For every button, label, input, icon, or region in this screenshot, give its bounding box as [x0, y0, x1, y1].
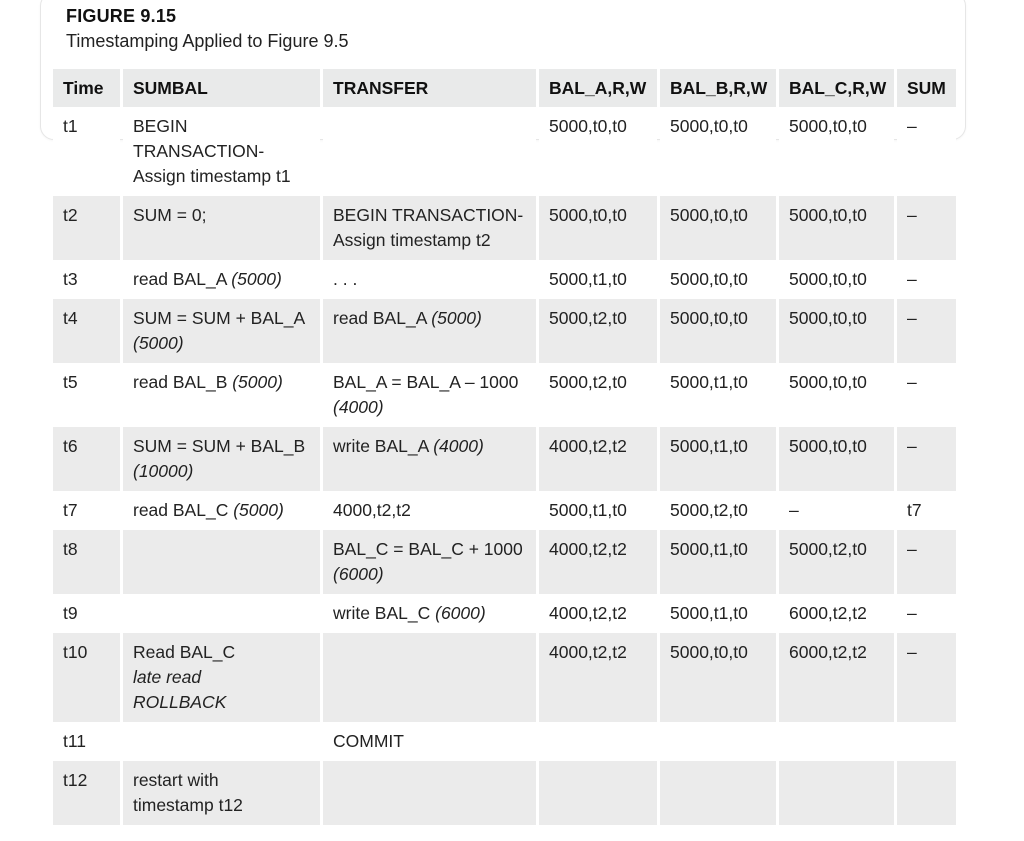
cell-time: t1: [53, 107, 120, 196]
cell-sum: t7: [897, 491, 956, 530]
cell-transfer: [323, 299, 536, 363]
cell-bal-c: –: [779, 491, 894, 530]
cell-text: write BAL_A: [333, 436, 434, 456]
cell-bal-a: [539, 761, 657, 825]
cell-line: [133, 331, 314, 356]
cell-value-note: (4000): [433, 436, 484, 456]
table-row: [53, 363, 956, 427]
cell-text: restart with: [133, 770, 219, 790]
cell-bal-c: 5000,t2,t0: [779, 530, 894, 594]
cell-text: write BAL_C: [333, 603, 436, 623]
cell-text: SUM = SUM + BAL_B: [133, 436, 306, 456]
cell-line: [333, 562, 530, 587]
cell-text: read BAL_C: [133, 500, 234, 520]
cell-line: [333, 203, 530, 228]
table-row: [53, 107, 956, 196]
cell-bal-a: 5000,t1,t0: [539, 260, 657, 299]
table-row: [53, 594, 956, 633]
cell-bal-a: 4000,t2,t2: [539, 530, 657, 594]
cell-bal-a: 5000,t1,t0: [539, 491, 657, 530]
cell-bal-a: 5000,t0,t0: [539, 196, 657, 260]
cell-sum: [897, 761, 956, 825]
cell-sumbal: [123, 530, 320, 594]
cell-sumbal: [123, 427, 320, 491]
cell-text: late read: [133, 667, 202, 687]
cell-line: [133, 665, 314, 690]
cell-bal-c: 5000,t0,t0: [779, 363, 894, 427]
cell-text: timestamp t12: [133, 795, 243, 815]
cell-text: read BAL_A: [133, 269, 232, 289]
cell-transfer: [323, 363, 536, 427]
cell-time: t6: [53, 427, 120, 491]
cell-time: t4: [53, 299, 120, 363]
cell-text: BAL_A = BAL_A – 1000: [333, 372, 519, 392]
cell-text: (4000): [333, 397, 384, 417]
cell-transfer: [323, 722, 536, 761]
cell-line: [133, 370, 314, 395]
cell-text: SUM = 0;: [133, 205, 207, 225]
cell-sum: –: [897, 633, 956, 722]
cell-bal-b: 5000,t0,t0: [660, 299, 776, 363]
cell-line: [133, 203, 314, 228]
cell-transfer: [323, 196, 536, 260]
cell-bal-a: 5000,t2,t0: [539, 299, 657, 363]
cell-bal-a: 5000,t0,t0: [539, 107, 657, 196]
cell-text: read BAL_A: [333, 308, 432, 328]
cell-line: [133, 267, 314, 292]
cell-line: [333, 306, 530, 331]
cell-bal-c: [779, 761, 894, 825]
cell-transfer: [323, 427, 536, 491]
cell-sum: –: [897, 196, 956, 260]
cell-bal-a: 4000,t2,t2: [539, 594, 657, 633]
cell-sumbal: [123, 260, 320, 299]
cell-line: [333, 370, 530, 395]
cell-sumbal: [123, 761, 320, 825]
cell-bal-c: 5000,t0,t0: [779, 260, 894, 299]
cell-time: t8: [53, 530, 120, 594]
cell-time: t12: [53, 761, 120, 825]
cell-bal-c: 6000,t2,t2: [779, 633, 894, 722]
cell-sum: –: [897, 427, 956, 491]
cell-bal-c: [779, 722, 894, 761]
timestamp-table: [50, 69, 959, 825]
cell-text: read BAL_B: [133, 372, 233, 392]
cell-bal-b: [660, 761, 776, 825]
cell-time: t7: [53, 491, 120, 530]
cell-time: t10: [53, 633, 120, 722]
cell-text: BAL_C = BAL_C + 1000: [333, 539, 523, 559]
cell-sum: –: [897, 299, 956, 363]
header-time: Time: [53, 69, 120, 107]
cell-bal-a: 4000,t2,t2: [539, 427, 657, 491]
cell-time: t5: [53, 363, 120, 427]
cell-time: t3: [53, 260, 120, 299]
cell-text: Read BAL_C: [133, 642, 236, 662]
table-row: [53, 722, 956, 761]
cell-sumbal: [123, 491, 320, 530]
cell-transfer: [323, 633, 536, 722]
cell-line: [133, 164, 314, 189]
cell-text: ROLLBACK: [133, 692, 227, 712]
header-sumbal: SUMBAL: [123, 69, 320, 107]
figure-label: FIGURE 9.15: [66, 6, 177, 26]
cell-time: t9: [53, 594, 120, 633]
cell-time: t11: [53, 722, 120, 761]
cell-bal-b: 5000,t1,t0: [660, 363, 776, 427]
header-transfer: TRANSFER: [323, 69, 536, 107]
cell-bal-a: [539, 722, 657, 761]
cell-sumbal: [123, 299, 320, 363]
table-row: [53, 299, 956, 363]
cell-bal-b: 5000,t0,t0: [660, 633, 776, 722]
cell-sum: –: [897, 530, 956, 594]
cell-text: (5000): [133, 333, 184, 353]
table-row: [53, 761, 956, 825]
cell-transfer: [323, 107, 536, 196]
cell-sum: –: [897, 260, 956, 299]
table-body: [53, 107, 956, 825]
cell-transfer: [323, 491, 536, 530]
figure-title: Timestamping Applied to Figure 9.5: [66, 31, 349, 51]
cell-text: SUM = SUM + BAL_A: [133, 308, 306, 328]
cell-bal-a: 5000,t2,t0: [539, 363, 657, 427]
cell-bal-a: 4000,t2,t2: [539, 633, 657, 722]
cell-bal-c: 5000,t0,t0: [779, 427, 894, 491]
cell-value-note: (5000): [431, 308, 482, 328]
cell-sumbal: [123, 196, 320, 260]
cell-text: Assign timestamp t2: [333, 230, 491, 250]
cell-value-note: (6000): [435, 603, 486, 623]
cell-sumbal: [123, 363, 320, 427]
cell-bal-c: 5000,t0,t0: [779, 299, 894, 363]
header-bal-b: BAL_B,R,W: [660, 69, 776, 107]
cell-sumbal: [123, 722, 320, 761]
cell-line: [133, 768, 314, 793]
cell-line: [133, 139, 314, 164]
cell-sumbal: [123, 633, 320, 722]
header-bal-c: BAL_C,R,W: [779, 69, 894, 107]
cell-bal-b: 5000,t1,t0: [660, 594, 776, 633]
table-row: [53, 633, 956, 722]
cell-transfer: [323, 530, 536, 594]
header-sum: SUM: [897, 69, 956, 107]
cell-bal-c: 5000,t0,t0: [779, 107, 894, 196]
cell-text: . . .: [333, 269, 358, 289]
cell-bal-b: 5000,t0,t0: [660, 196, 776, 260]
cell-sumbal: [123, 594, 320, 633]
cell-bal-b: 5000,t0,t0: [660, 260, 776, 299]
cell-text: (10000): [133, 461, 194, 481]
table-row: [53, 427, 956, 491]
cell-line: [333, 601, 530, 626]
cell-text: BEGIN TRANSACTION-: [333, 205, 524, 225]
cell-text: (6000): [333, 564, 384, 584]
cell-line: [333, 395, 530, 420]
cell-text: Assign timestamp t1: [133, 166, 291, 186]
cell-text: 4000,t2,t2: [333, 500, 411, 520]
table-header-row: [53, 69, 956, 107]
cell-bal-c: 6000,t2,t2: [779, 594, 894, 633]
cell-bal-b: [660, 722, 776, 761]
cell-bal-b: 5000,t1,t0: [660, 427, 776, 491]
cell-text: TRANSACTION-: [133, 141, 265, 161]
cell-value-note: (5000): [231, 269, 282, 289]
cell-line: [333, 498, 530, 523]
cell-line: [133, 306, 314, 331]
cell-line: [133, 434, 314, 459]
cell-sum: –: [897, 363, 956, 427]
cell-transfer: [323, 260, 536, 299]
cell-line: [133, 114, 314, 139]
cell-bal-b: 5000,t2,t0: [660, 491, 776, 530]
cell-text: COMMIT: [333, 731, 404, 751]
cell-line: [133, 498, 314, 523]
cell-line: [333, 537, 530, 562]
cell-text: BEGIN: [133, 116, 188, 136]
cell-transfer: [323, 594, 536, 633]
cell-sum: –: [897, 594, 956, 633]
cell-sumbal: [123, 107, 320, 196]
cell-time: t2: [53, 196, 120, 260]
cell-line: [133, 690, 314, 715]
cell-line: [133, 459, 314, 484]
table-row: [53, 196, 956, 260]
table-row: [53, 530, 956, 594]
cell-bal-b: 5000,t1,t0: [660, 530, 776, 594]
cell-bal-c: 5000,t0,t0: [779, 196, 894, 260]
table-row: [53, 260, 956, 299]
cell-value-note: (5000): [233, 500, 284, 520]
cell-line: [333, 729, 530, 754]
cell-transfer: [323, 761, 536, 825]
cell-line: [333, 228, 530, 253]
cell-value-note: (5000): [232, 372, 283, 392]
cell-line: [133, 640, 314, 665]
cell-line: [333, 267, 530, 292]
header-bal-a: BAL_A,R,W: [539, 69, 657, 107]
cell-line: [333, 434, 530, 459]
cell-line: [133, 793, 314, 818]
cell-sum: [897, 722, 956, 761]
cell-sum: –: [897, 107, 956, 196]
table-row: [53, 491, 956, 530]
cell-bal-b: 5000,t0,t0: [660, 107, 776, 196]
